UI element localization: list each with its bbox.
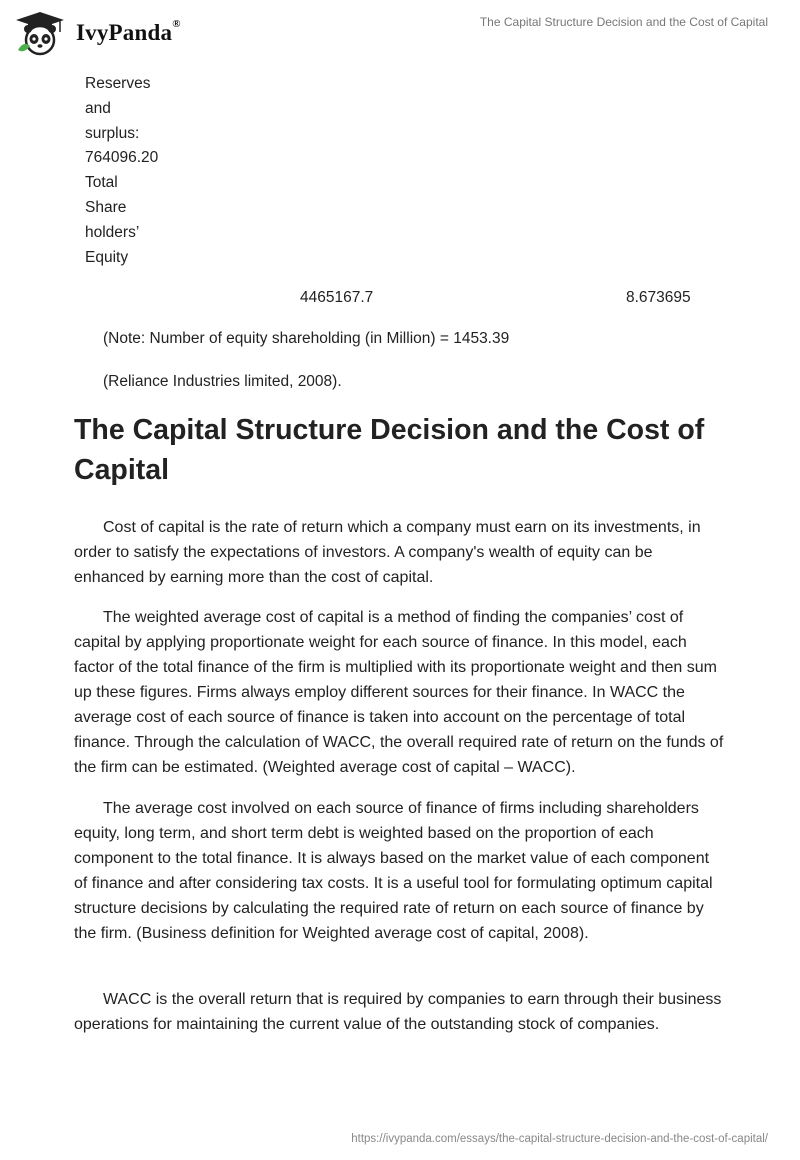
table-label-line: Reserves bbox=[85, 75, 151, 92]
running-title: The Capital Structure Decision and the Cost of Capital bbox=[479, 15, 768, 29]
page-header bbox=[0, 0, 800, 60]
table-label-line: holders’ bbox=[85, 223, 140, 241]
total-equity-value: 4465167.7 bbox=[300, 289, 374, 306]
brand-name: IvyPanda® bbox=[76, 18, 181, 45]
table-label-line: Equity bbox=[85, 248, 129, 266]
table-label-line: 764096.20 bbox=[85, 149, 159, 167]
section-heading: The Capital Structure Decision and the Cost of Capital bbox=[74, 414, 705, 486]
body-paragraph: Cost of capital is the rate of return which a company must earn on its investments, in order to satisfy the expectations of investors. A company's wealth of equity can be enhanced by earning more than the cost of capital. bbox=[74, 519, 701, 586]
registered-mark: ® bbox=[172, 18, 181, 30]
body-paragraph: The average cost involved on each source of finance of firms including shareholders equity, long term, and short term debt is weighted based on the proportion of each component to the total finance. It is always based on the market value of each component of finance and after considering tax costs. It is a useful tool for formulating optimum capital structure decisions by calculating the required rate of return on each source of finance by the firm. (Business definition for Weighted average cost of capital, 2008). bbox=[74, 800, 713, 942]
table-label-line: Share bbox=[85, 198, 127, 216]
ratio-value: 8.673695 bbox=[626, 289, 691, 306]
body-paragraph: WACC is the overall return that is required by companies to earn through their business operations for maintaining the current value of the outstanding stock of companies. bbox=[74, 991, 722, 1033]
table-label-line: surplus: bbox=[85, 124, 140, 142]
table-label-line: and bbox=[85, 99, 111, 117]
footer-url-link[interactable]: https://ivypanda.com/essays/the-capital-structure-decision-and-the-cost-of-capital/ bbox=[351, 1133, 768, 1145]
table-label-column bbox=[85, 72, 185, 270]
panda-graduate-icon bbox=[14, 10, 66, 56]
shareholding-note: (Note: Number of equity shareholding (in Million) = 1453.39 bbox=[103, 330, 510, 347]
table-label-line: Total bbox=[85, 174, 118, 192]
body-paragraph: The weighted average cost of capital is a method of finding the companies’ cost of capital by applying proportionate weight for each source of finance. In this model, each factor of the total finance of the firm is multiplied with its proportionate weight and then sum up these figures. Firms always employ different sources for their finance. In WACC the average cost of each source of finance is taken into account on the percentage of total finance. Through the calculation of WACC, the overall required rate of return on the funds of the firm can be estimated. (Weighted average cost of capital – WACC). bbox=[74, 609, 724, 776]
brand-logo[interactable] bbox=[14, 10, 181, 56]
source-citation: (Reliance Industries limited, 2008). bbox=[103, 373, 342, 390]
